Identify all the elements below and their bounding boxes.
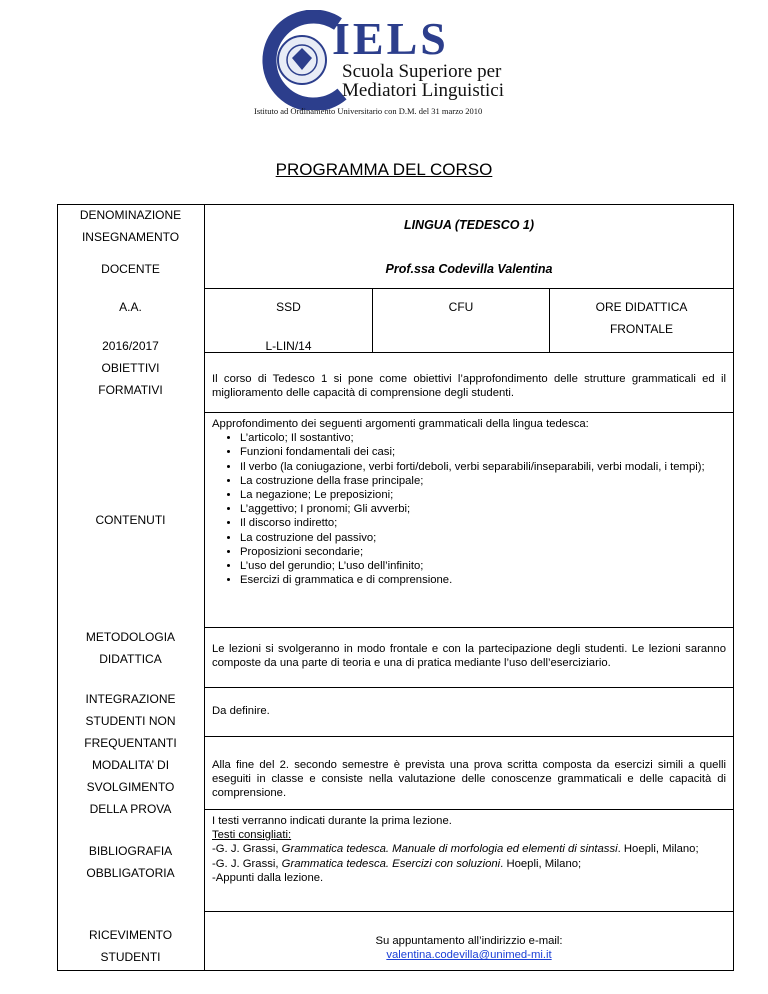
list-item: • Il discorso indiretto; [240, 516, 726, 530]
label-obiettivi: OBIETTIVI FORMATIVI [98, 361, 163, 397]
label-cfu: CFU [448, 300, 474, 314]
list-item: • La negazione; Le preposizioni; [240, 488, 726, 502]
course-program-table [57, 204, 734, 971]
list-item: • L’articolo; Il sostantivo; [240, 431, 726, 445]
ssd-value: L-LIN/14 [265, 339, 312, 353]
logo-brand: IELS [332, 13, 449, 64]
label-metodologia: METODOLOGIA DIDATTICA [85, 630, 176, 666]
label-aa: A.A. [119, 300, 142, 314]
academic-year: 2016/2017 [102, 339, 159, 353]
school-logo [250, 10, 520, 122]
label-modalita: MODALITA’ DI SVOLGIMENTO DELLA PROVA [86, 758, 175, 816]
list-item: • Funzioni fondamentali dei casi; [240, 445, 726, 459]
label-ssd: SSD [276, 300, 301, 314]
label-integrazione: INTEGRAZIONE STUDENTI NON FREQUENTANTI [84, 692, 177, 750]
label-bibliografia: BIBLIOGRAFIA OBBLIGATORIA [86, 844, 175, 880]
list-item: • L’uso del gerundio; L’uso dell’infinito; [240, 559, 726, 573]
list-item: • Il verbo (la coniugazione, verbi forti/deboli, verbi separabili/inseparabili, verbi modali, i tempi); [240, 460, 726, 474]
list-item: • Proposizioni secondarie; [240, 545, 726, 559]
course-name: LINGUA (TEDESCO 1) [403, 218, 535, 232]
label-contenuti: CONTENUTI [95, 513, 166, 527]
methodology-text: Le lezioni si svolgeranno in modo frontale e con la partecipazione degli studenti. Le lezioni saranno composte da una parte di teoria e una di pratica mediante l’uso dell’eserciziario. [212, 643, 726, 670]
contents-list [212, 431, 726, 587]
bibliography-text: I testi verranno indicati durante la prima lezione. Testi consigliati: -G. J. Grassi, Grammatica tedesca. Manuale di morfologia ed elementi di sintassi. Hoepli, Milano; -G. J. Grassi, Grammatica tedesca. Esercizi con soluzioni. Hoepli, Milano; -Appunti dalla lezione. [212, 815, 699, 884]
logo-school-name: Scuola Superiore per Mediatori Linguistici [342, 61, 505, 101]
list-item: • L’aggettivo; I pronomi; Gli avverbi; [240, 502, 726, 516]
label-ore-didattica: ORE DIDATTICA FRONTALE [595, 300, 688, 336]
label-ricevimento: RICEVIMENTO STUDENTI [88, 928, 173, 964]
label-docente: DOCENTE [101, 262, 160, 276]
list-item: • La costruzione della frase principale; [240, 474, 726, 488]
logo-legal-line: Istituto ad Ordinamento Universitario con D.M. del 31 marzo 2010 [254, 106, 483, 116]
page-title: PROGRAMMA DEL CORSO [275, 160, 493, 179]
label-denominazione: DENOMINAZIONE INSEGNAMENTO [79, 208, 182, 244]
office-hours-text: Su appuntamento all’indirizzio e-mail: valentina.codevilla@unimed-mi.it [205, 934, 733, 962]
integration-text: Da definire. [212, 705, 270, 717]
teacher-name: Prof.ssa Codevilla Valentina [385, 262, 553, 276]
email-link[interactable]: valentina.codevilla@unimed-mi.it [386, 949, 552, 962]
exam-text: Alla fine del 2. secondo semestre è prevista una prova scritta composta da esercizi simili a quelli eseguiti in classe e consiste nella valutazione delle conoscenze grammaticali e delle capacità di comprensione. [212, 759, 726, 800]
contents-text: Approfondimento dei seguenti argomenti grammaticali della lingua tedesca: • L’articolo; Il sostantivo; • Funzioni fondamentali dei casi; • Il verbo (la coniugazione, verbi forti/deboli, verbi separabili/inseparabili, verbi modali, i tempi); • La costruzione della frase principale; • La negazione; Le preposizioni; • L’aggettivo; I pronomi; Gli avverbi; • Il discorso indiretto; • La costruzione del passivo; • Proposizioni secondarie; • L’uso del gerundio; L’uso dell’infinito; • Esercizi di grammatica e di comprensione. [212, 417, 726, 587]
list-item: • Esercizi di grammatica e di comprensione. [240, 573, 726, 587]
objectives-text: Il corso di Tedesco 1 si pone come obiettivi l’approfondimento delle strutture grammaticali ed il miglioramento delle capacità di comprensione degli studenti. [212, 373, 726, 400]
list-item: • La costruzione del passivo; [240, 531, 726, 545]
